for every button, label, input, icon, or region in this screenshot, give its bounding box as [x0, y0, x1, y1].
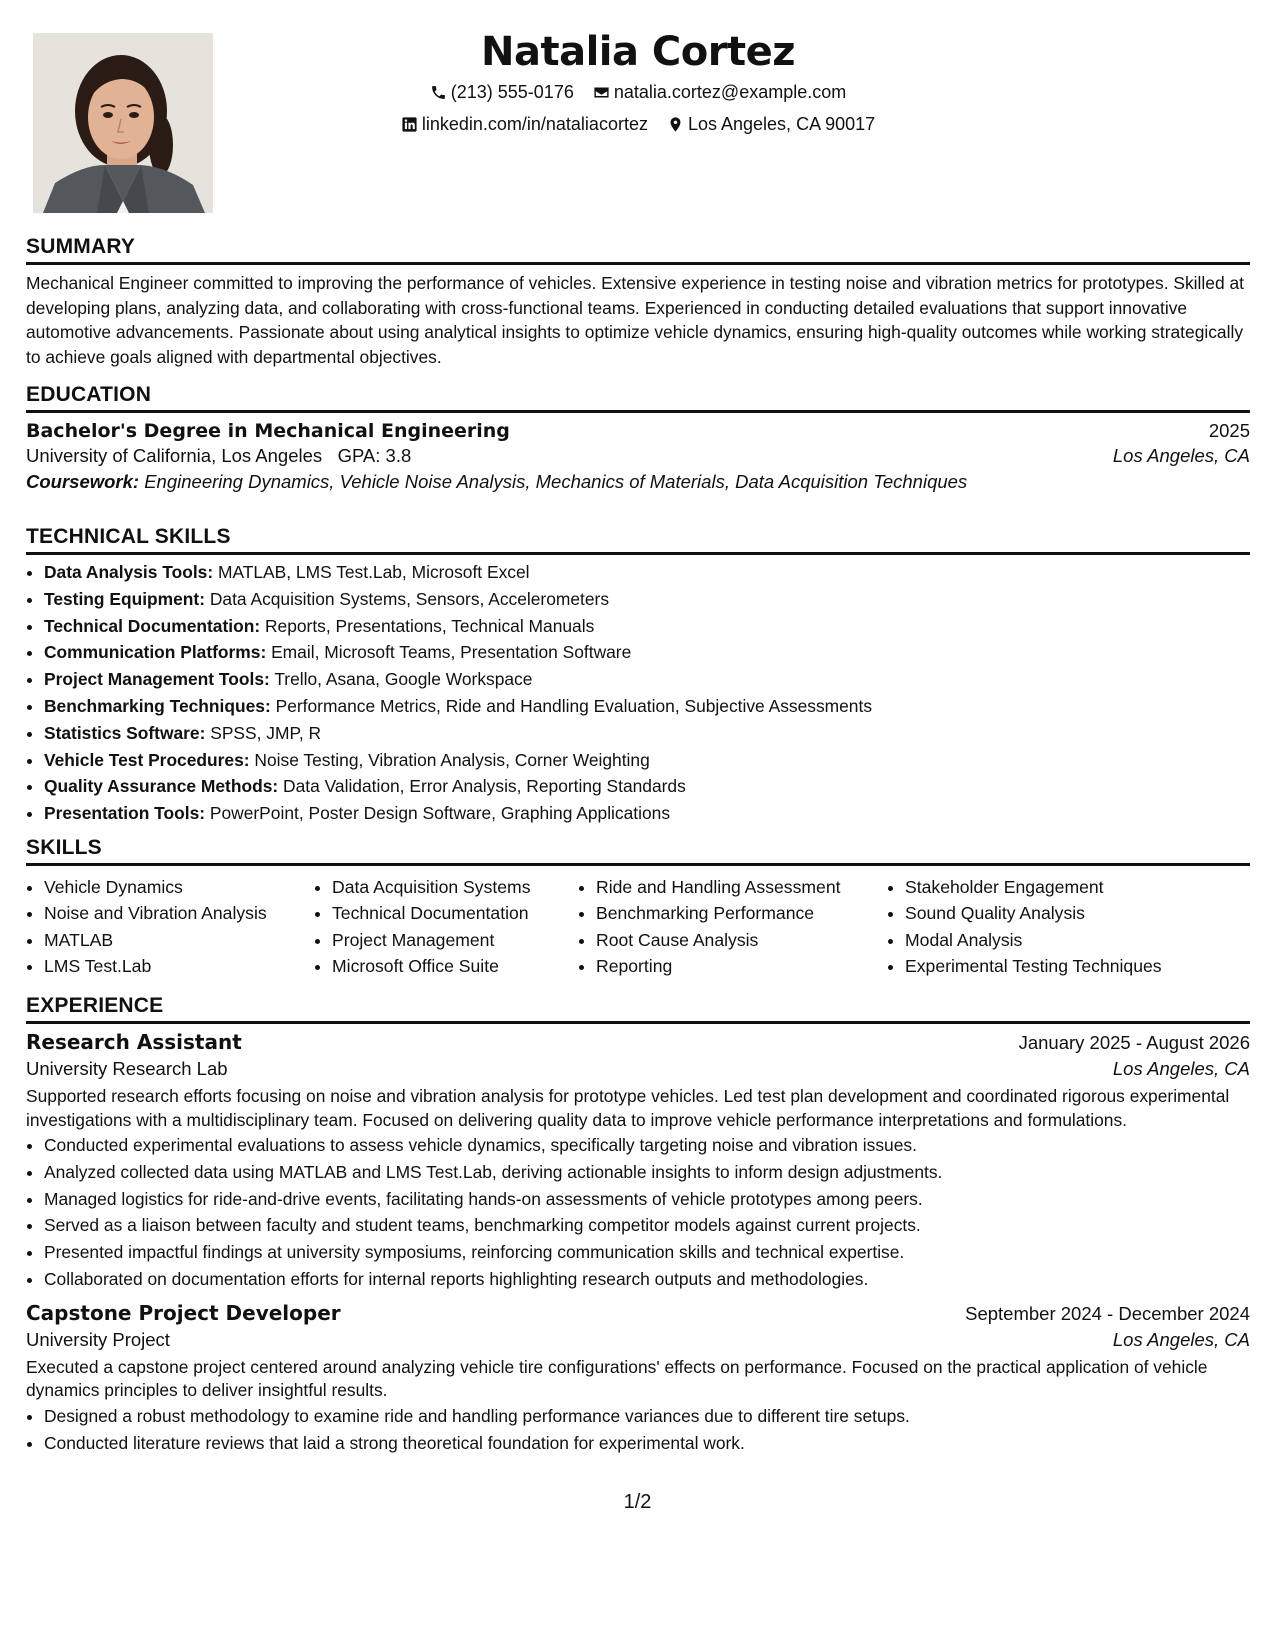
technical-skill-label: Quality Assurance Methods:: [44, 776, 279, 797]
job-bullet: • Served as a liaison between faculty and student teams, benchmarking competitor models against current projects.: [44, 1212, 1250, 1239]
technical-skill-item: [44, 720, 1250, 747]
degree-name: Bachelor's Degree in Mechanical Engineering: [26, 420, 510, 442]
skill-item: • Data Acquisition Systems: [332, 874, 578, 900]
technical-skill-label: Vehicle Test Procedures:: [44, 749, 250, 770]
experience-section: [26, 993, 1250, 1456]
job-header-row: [26, 1030, 1250, 1054]
skill-item: • Ride and Handling Assessment: [596, 874, 887, 900]
job-bullet-list: [26, 1403, 1250, 1457]
job-org-row: [26, 1058, 1250, 1080]
skills-column: [887, 874, 1225, 979]
technical-skill-value: Noise Testing, Vibration Analysis, Corner Weighting: [254, 749, 650, 770]
experience-title: EXPERIENCE: [26, 993, 1250, 1024]
skill-item: • LMS Test.Lab: [44, 953, 314, 979]
technical-skill-item: [44, 639, 1250, 666]
job-bullet: • Designed a robust methodology to examine ride and handling performance variances due to different tire setups.: [44, 1403, 1250, 1430]
job-summary: Supported research efforts focusing on noise and vibration analysis for prototype vehicles. Led test plan development and coordinated rigorous experimental investigations with a multidisciplinary team. Focused on delivering quality data to improve vehicle performance interpretations and formulations.: [26, 1086, 1230, 1130]
envelope-icon: [593, 84, 610, 101]
gpa: GPA: 3.8: [337, 445, 412, 466]
skill-item: • Noise and Vibration Analysis: [44, 900, 314, 926]
technical-skill-item: [44, 613, 1250, 640]
technical-skills-section: [26, 524, 1250, 827]
job-bullet: • Conducted literature reviews that laid a strong theoretical foundation for experimental work.: [44, 1430, 1250, 1457]
technical-skill-item: [44, 800, 1250, 827]
education-section: [26, 382, 1250, 493]
skills-column: [314, 874, 578, 979]
skill-item: • Project Management: [332, 927, 578, 953]
education-title: EDUCATION: [26, 382, 1250, 413]
education-school-row: [26, 445, 1250, 467]
skills-column: [26, 874, 314, 979]
job-bullet: • Analyzed collected data using MATLAB and LMS Test.Lab, deriving actionable insights to inform design adjustments.: [44, 1159, 1250, 1186]
job-org: University Project: [26, 1328, 170, 1350]
skill-item: • Technical Documentation: [332, 900, 578, 926]
technical-skill-value: PowerPoint, Poster Design Software, Graphing Applications: [209, 803, 671, 824]
job-org: University Research Lab: [26, 1058, 228, 1079]
summary-text: Mechanical Engineer committed to improving the performance of vehicles. Extensive experience in testing noise and vibration metrics for prototypes. Skilled at developing plans, analyzing data, and collaborating with cross-functional teams. Experienced in conducting detailed evaluations that support innovative automotive advancements. Passionate about using analytical insights to optimize vehicle dynamics, ensuring high-quality outcomes while working strategically to achieve goals aligned with departmental objectives.: [26, 273, 1244, 367]
job-capstone-project: [26, 1301, 1250, 1457]
skill-item: • Root Cause Analysis: [596, 927, 887, 953]
skills-section: [26, 835, 1250, 979]
job-role: Research Assistant: [26, 1030, 242, 1054]
technical-skill-item: [44, 559, 1250, 586]
skills-grid: [26, 874, 1250, 979]
map-pin-icon: [667, 116, 684, 133]
technical-skill-value: Email, Microsoft Teams, Presentation Software: [271, 642, 632, 663]
location-text: Los Angeles, CA 90017: [687, 114, 876, 134]
linkedin-icon: [401, 116, 418, 133]
skill-item: • Reporting: [596, 953, 887, 979]
job-dates: January 2025 - August 2026: [1018, 1032, 1250, 1053]
coursework-line: [26, 471, 1250, 493]
technical-skill-label: Data Analysis Tools:: [44, 562, 214, 582]
technical-skill-item: [44, 586, 1250, 613]
technical-skill-value: Reports, Presentations, Technical Manuals: [264, 615, 595, 636]
job-bullet: • Collaborated on documentation efforts for internal reports highlighting research outputs and methodologies.: [44, 1266, 1250, 1293]
education-header-row: [26, 420, 1250, 442]
skills-title: SKILLS: [26, 835, 1250, 866]
technical-skill-value: Data Acquisition Systems, Sensors, Accelerometers: [209, 588, 610, 609]
skill-item: • Sound Quality Analysis: [905, 900, 1225, 926]
technical-skill-item: [44, 693, 1250, 720]
technical-skill-label: Communication Platforms:: [44, 642, 267, 663]
email-text: natalia.cortez@example.com: [613, 82, 847, 102]
job-summary: Executed a capstone project centered around analyzing vehicle tire configurations' effects on performance. Focused on the practical application of vehicle dynamics principles to deliver insightful results.: [26, 1356, 1208, 1401]
summary-title: SUMMARY: [26, 234, 1250, 265]
skill-item: • Microsoft Office Suite: [332, 953, 578, 979]
job-bullet: • Conducted experimental evaluations to assess vehicle dynamics, specifically targeting noise and vibration issues.: [44, 1132, 1250, 1159]
technical-skills-list: [26, 559, 1250, 827]
graduation-year: 2025: [1208, 420, 1250, 441]
coursework-label: Coursework:: [26, 471, 140, 492]
technical-skill-item: [44, 666, 1250, 693]
job-role: Capstone Project Developer: [26, 1300, 341, 1325]
technical-skills-title: TECHNICAL SKILLS: [26, 524, 1250, 555]
job-location: Los Angeles, CA: [1112, 1328, 1250, 1350]
job-header-row: [26, 1301, 1250, 1325]
summary-section: [26, 234, 1250, 369]
candidate-name: Natalia Cortez: [480, 29, 795, 75]
contact-line-1: [26, 80, 1250, 107]
skill-item: • Vehicle Dynamics: [44, 874, 314, 900]
phone-icon: [430, 84, 447, 101]
skills-column: [578, 874, 887, 979]
linkedin-contact: [401, 112, 648, 136]
school-location: Los Angeles, CA: [1112, 445, 1250, 466]
linkedin-text: linkedin.com/in/nataliacortez: [421, 114, 648, 134]
phone-contact: [430, 80, 574, 104]
technical-skill-item: [44, 747, 1250, 774]
technical-skill-label: Technical Documentation:: [44, 615, 261, 636]
technical-skill-label: Benchmarking Techniques:: [44, 695, 271, 716]
job-org-row: [26, 1329, 1250, 1351]
technical-skill-label: Project Management Tools:: [44, 669, 270, 690]
contact-line-2: [26, 112, 1250, 139]
technical-skill-label: Testing Equipment:: [44, 588, 206, 609]
location-contact: [667, 112, 875, 136]
technical-skill-label: Statistics Software:: [44, 722, 206, 743]
skill-item: • Experimental Testing Techniques: [905, 953, 1225, 979]
job-research-assistant: [26, 1030, 1250, 1293]
skill-item: • Modal Analysis: [905, 927, 1225, 953]
technical-skill-label: Presentation Tools:: [44, 803, 206, 824]
technical-skill-value: SPSS, JMP, R: [210, 722, 322, 743]
job-bullet: • Managed logistics for ride-and-drive events, facilitating hands-on assessments of vehicle prototypes among peers.: [44, 1186, 1250, 1213]
school-line: [26, 445, 411, 467]
technical-skill-value: Trello, Asana, Google Workspace: [274, 669, 533, 690]
email-contact: [593, 80, 846, 104]
job-bullet: • Presented impactful findings at university symposiums, reinforcing communication skills and technical expertise.: [44, 1239, 1250, 1266]
coursework-list: Engineering Dynamics, Vehicle Noise Analysis, Mechanics of Materials, Data Acquisition Techniques: [144, 471, 968, 492]
job-dates: September 2024 - December 2024: [965, 1302, 1250, 1324]
skill-item: • Benchmarking Performance: [596, 900, 887, 926]
technical-skill-value: Performance Metrics, Ride and Handling Evaluation, Subjective Assessments: [275, 695, 873, 716]
school-name: University of California, Los Angeles: [26, 445, 323, 466]
phone-text: (213) 555-0176: [450, 82, 574, 102]
technical-skill-item: [44, 773, 1250, 800]
job-bullet-list: [26, 1132, 1250, 1293]
job-location: Los Angeles, CA: [1112, 1058, 1250, 1079]
technical-skill-value: Data Validation, Error Analysis, Reporting Standards: [283, 776, 686, 797]
skill-item: • MATLAB: [44, 927, 314, 953]
page-number: 1/2: [623, 1491, 652, 1513]
skill-item: • Stakeholder Engagement: [905, 874, 1225, 900]
technical-skill-value: MATLAB, LMS Test.Lab, Microsoft Excel: [217, 562, 530, 582]
